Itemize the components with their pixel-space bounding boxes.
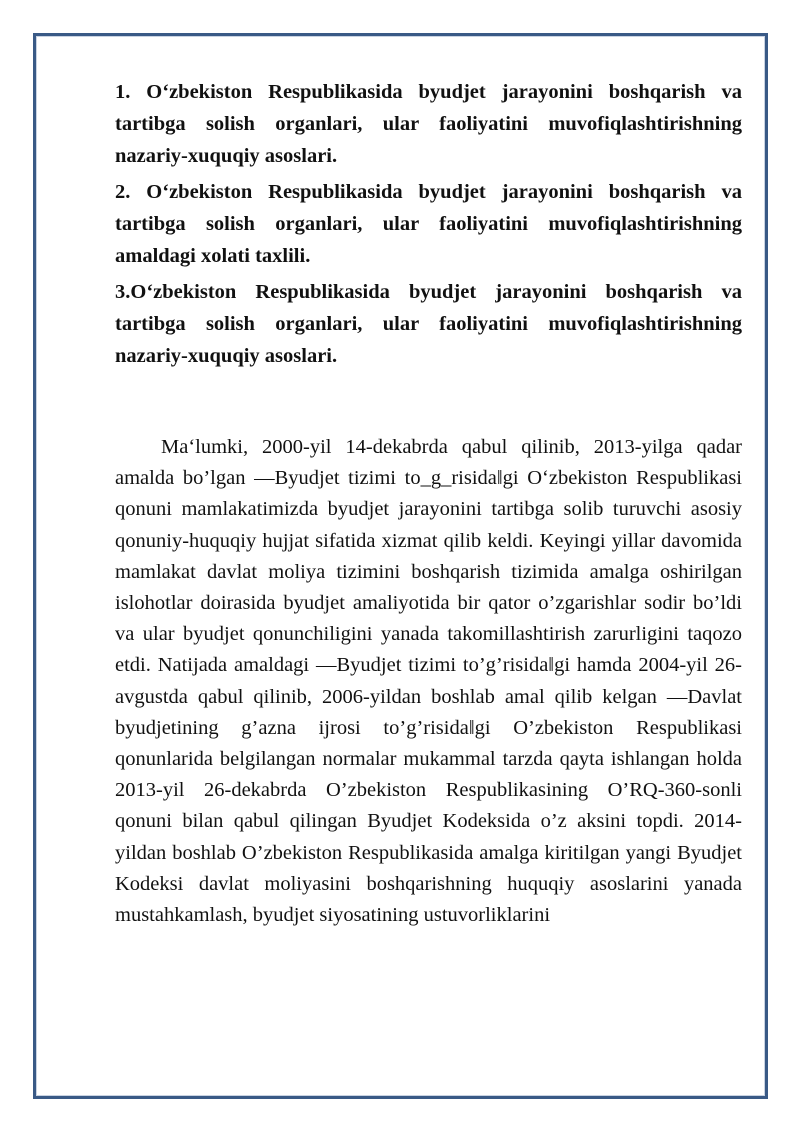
document-content [115,76,742,931]
heading-1: 1. O‘zbekiston Respublikasida byudjet jarayonini boshqarish va tartibga solish organlari, ular faoliyatini muvofiqlashtirishning nazariy-xuquqiy asoslari. [115,81,742,167]
heading-3: 3.O‘zbekiston Respublikasida byudjet jarayonini boshqarish va tartibga solish organlari, ular faoliyatini muvofiqlashtirishning nazariy-xuquqiy asoslari. [115,281,742,367]
heading-2: 2. O‘zbekiston Respublikasida byudjet jarayonini boshqarish va tartibga solish organlari, ular faoliyatini muvofiqlashtirishning amaldagi xolati taxlili. [115,181,742,267]
body-paragraph: Ma‘lumki, 2000-yil 14-dekabrda qabul qilinib, 2013-yilga qadar amalda bo’lgan ―Byudjet tizimi to_g_risida‖gi O‘zbekiston Respublikasi qonuni mamlakatimizda byudjet jarayonini tartibga solib turuvchi asosiy qonuniy-huquqiy hujjat sifatida xizmat qilib keldi. Keyingi yillar davomida mamlakat davlat moliya tizimini boshqarish tizimida amalga oshirilgan islohotlar doirasida byudjet amaliyotida bir qator o’zgarishlar sodir bo’ldi va ular byudjet qonunchiligini yanada takomillashtirish zarurligini taqozo etdi. Natijada amaldagi ―Byudjet tizimi to’g’risida‖gi hamda 2004-yil 26-avgustda qabul qilinib, 2006-yildan boshlab amal qilib kelgan ―Davlat byudjetining g’azna ijrosi to’g’risida‖gi O’zbekiston Respublikasi qonunlarida belgilangan normalar mukammal tarzda qayta ishlangan holda 2013-yil 26-dekabrda O’zbekiston Respublikasining O’RQ-360-sonli qonuni bilan qabul qilingan Byudjet Kodeksida o’z aksini topdi. 2014-yildan boshlab O’zbekiston Respublikasida amalga kiritilgan yangi Byudjet Kodeksi davlat moliyasini boshqarishning huquqiy asoslarini yanada mustahkamlash, byudjet siyosatining ustuvorliklarini [115,436,742,927]
